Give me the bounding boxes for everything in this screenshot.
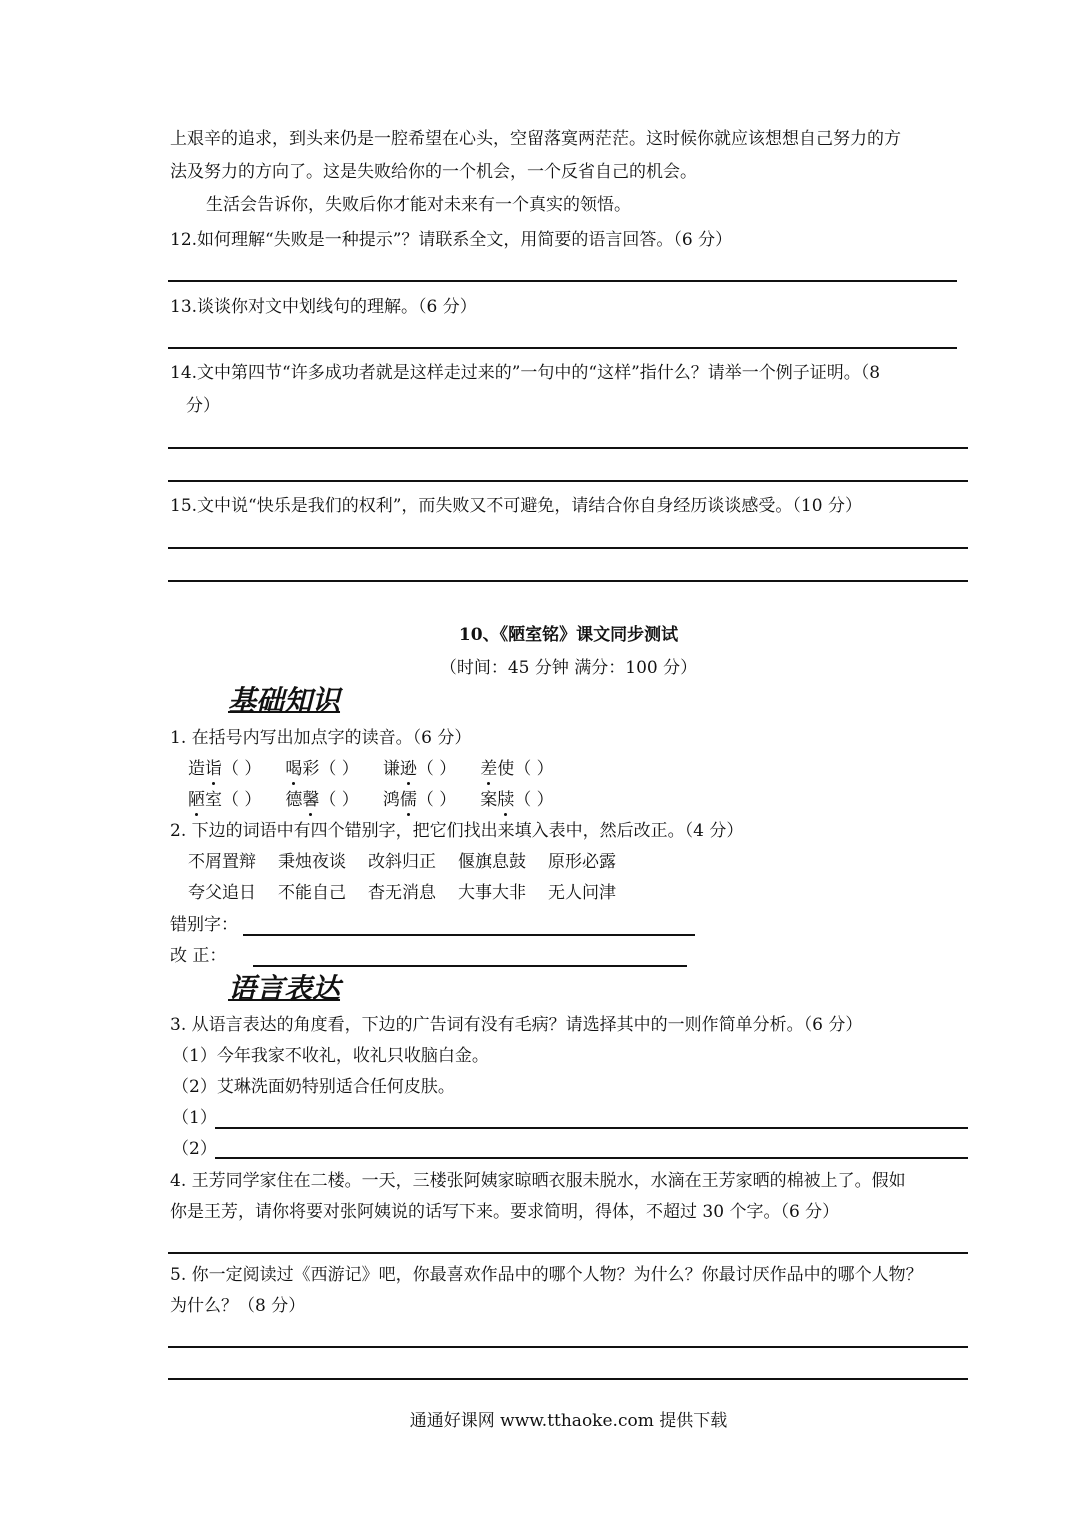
question-3: 3. 从语言表达的角度看，下边的广告词有没有毛病？请选择其中的一则作简单分析。（6 分）	[170, 1015, 863, 1035]
answer-line-5b	[168, 1378, 968, 1380]
answer-label-1: （1）	[172, 1108, 217, 1128]
answer-label-2: （2）	[172, 1139, 217, 1159]
idiom: 秉烛夜谈	[278, 852, 346, 872]
idiom-row-1	[188, 851, 638, 873]
answer-line-15b	[168, 580, 968, 582]
pinyin-item: 案牍（ ）	[480, 790, 554, 810]
question-5-line-1: 5. 你一定阅读过《西游记》吧，你最喜欢作品中的哪个人物？为什么？你最讨厌作品中的哪个人物？	[170, 1265, 923, 1285]
passage-line-3: 生活会告诉你，失败后你才能对未来有一个真实的领悟。	[206, 195, 631, 215]
answer-line-3a	[215, 1127, 968, 1129]
idiom: 偃旗息鼓	[458, 852, 526, 872]
answer-line-14a	[168, 447, 968, 449]
pinyin-item: 造诣（ ）	[188, 759, 262, 779]
answer-line-13	[168, 347, 957, 349]
test-title: 10、《陋室铭》课文同步测试	[458, 625, 679, 645]
pinyin-item: 谦逊（ ）	[382, 759, 457, 779]
pinyin-row-1	[188, 758, 578, 780]
idiom: 改斜归正	[368, 852, 436, 872]
question-4-line-2: 你是王芳，请你将要对张阿姨说的话写下来。要求简明，得体，不超过 30 个字。（6 分）	[170, 1202, 840, 1222]
idiom: 无人问津	[548, 883, 616, 903]
correction-label: 改 正：	[170, 946, 227, 966]
question-1: 1. 在括号内写出加点字的读音。（6 分）	[170, 728, 472, 748]
question-13: 13.谈谈你对文中划线句的理解。（6 分）	[170, 297, 477, 317]
question-3-item-2: （2）艾琳洗面奶特别适合任何皮肤。	[172, 1077, 455, 1097]
answer-line-12	[168, 280, 957, 282]
idiom: 不屑置辩	[188, 852, 256, 872]
test-subtitle: （时间：45 分钟 满分：100 分）	[439, 658, 698, 678]
question-12: 12.如何理解“失败是一种提示”？请联系全文，用简要的语言回答。（6 分）	[170, 230, 733, 250]
answer-line-5a	[168, 1346, 968, 1348]
section-heading-basic: 基础知识	[228, 684, 341, 717]
idiom: 原形必露	[548, 852, 616, 872]
question-14-line-1: 14.文中第四节“许多成功者就是这样走过来的”一句中的“这样”指什么？请举一个例子证明。（8	[170, 363, 881, 383]
question-5-line-2: 为什么？（8 分）	[170, 1296, 306, 1316]
question-3-item-1: （1）今年我家不收礼，收礼只收脑白金。	[172, 1046, 489, 1066]
idiom: 大事大非	[458, 883, 526, 903]
pinyin-item: 喝彩（ ）	[285, 759, 359, 779]
passage-line-2: 法及努力的方向了。这是失败给你的一个机会，一个反省自己的机会。	[170, 162, 697, 182]
question-4-line-1: 4. 王芳同学家住在二楼。一天，三楼张阿姨家晾晒衣服未脱水，水滴在王芳家晒的棉被上了。假如	[170, 1171, 906, 1191]
answer-line-4	[168, 1252, 968, 1254]
idiom-row-2	[188, 882, 638, 904]
question-14-line-2: 分）	[186, 396, 220, 416]
pinyin-item: 鸿儒（ ）	[382, 790, 457, 810]
idiom: 杳无消息	[368, 883, 436, 903]
correction-line	[253, 965, 687, 967]
question-15: 15.文中说“快乐是我们的权利”，而失败又不可避免，请结合你自身经历谈谈感受。（10 分）	[170, 496, 862, 516]
idiom: 不能自己	[278, 883, 346, 903]
pinyin-item: 德馨（ ）	[285, 790, 359, 810]
pinyin-row-2	[188, 789, 578, 811]
pinyin-item: 陋室（ ）	[188, 790, 262, 810]
answer-line-14b	[168, 480, 968, 482]
question-2: 2. 下边的词语中有四个错别字，把它们找出来填入表中，然后改正。（4 分）	[170, 821, 744, 841]
wrong-char-label: 错别字：	[170, 915, 238, 935]
section-heading-expression: 语言表达	[228, 972, 341, 1005]
answer-line-3b	[215, 1157, 968, 1159]
passage-line-1: 上艰辛的追求，到头来仍是一腔希望在心头，空留落寞两茫茫。这时候你就应该想想自己努力的方	[170, 129, 901, 149]
answer-line-15a	[168, 547, 968, 549]
idiom: 夸父追日	[188, 883, 256, 903]
footer-text: 通通好课网 www.tthaoke.com 提供下载	[409, 1411, 728, 1431]
wrong-char-line	[243, 934, 695, 936]
pinyin-item: 差使（ ）	[480, 759, 554, 779]
